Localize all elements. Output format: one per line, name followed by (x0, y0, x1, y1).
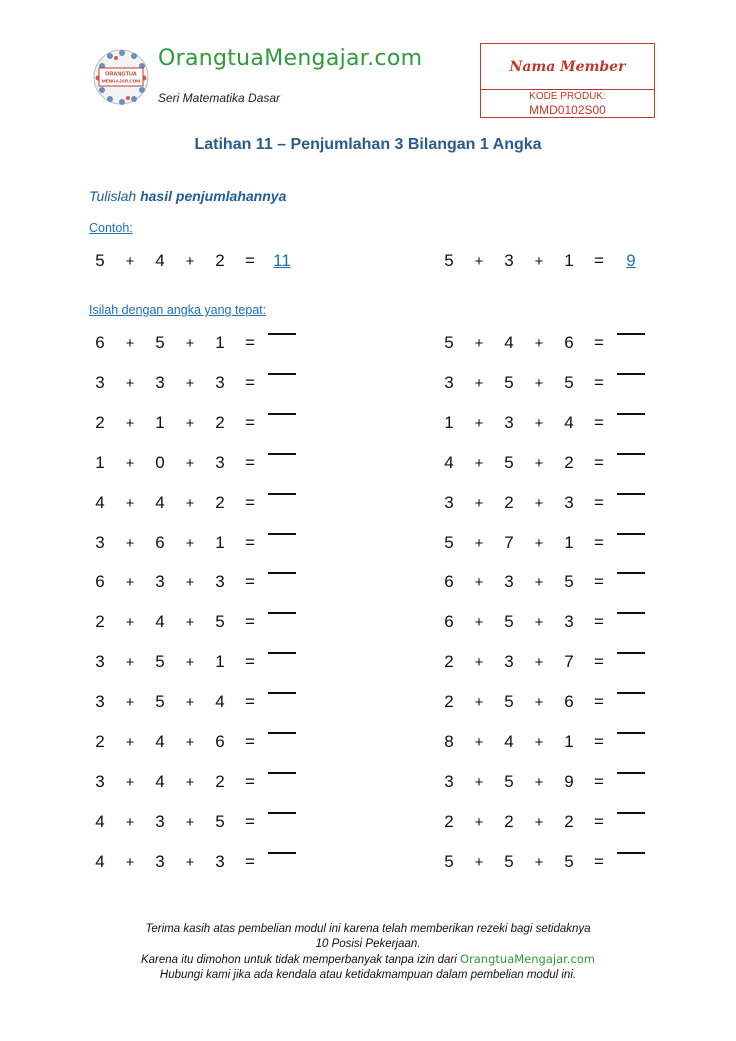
addend-2: 4 (155, 612, 165, 632)
addend-3: 6 (564, 692, 574, 712)
addend-3: 3 (215, 372, 225, 392)
addend-2: 5 (504, 851, 514, 871)
addend-2: 0 (155, 452, 165, 472)
addend-1: 4 (95, 811, 105, 831)
plus-sign: + (185, 253, 195, 270)
answer-blank[interactable] (268, 413, 296, 415)
addend-3: 9 (564, 771, 574, 791)
addend-1: 3 (444, 372, 454, 392)
addend-1: 4 (444, 452, 454, 472)
plus-sign: + (534, 374, 544, 392)
addend-3: 1 (215, 532, 225, 552)
equals-sign: = (245, 811, 255, 831)
answer-blank[interactable] (617, 572, 645, 574)
plus-sign: + (185, 454, 195, 472)
answer-blank[interactable] (617, 812, 645, 814)
addend-2: 5 (504, 372, 514, 392)
plus-sign: + (125, 335, 135, 352)
answer-blank[interactable] (617, 493, 645, 495)
plus-sign: + (125, 374, 135, 392)
addend-3: 4 (564, 412, 574, 432)
equals-sign: = (245, 732, 255, 751)
plus-sign: + (474, 734, 484, 751)
plus-sign: + (185, 574, 195, 592)
plus-sign: + (474, 335, 484, 352)
equals-sign: = (594, 251, 604, 270)
addend-3: 2 (215, 412, 225, 432)
plus-sign: + (534, 853, 544, 871)
equals-sign: = (594, 372, 604, 392)
addend-3: 2 (215, 771, 225, 791)
equals-sign: = (245, 333, 255, 352)
answer-blank[interactable] (617, 333, 645, 335)
addend-3: 5 (564, 372, 574, 392)
addend-3: 4 (215, 692, 225, 712)
addend-3: 1 (215, 652, 225, 672)
plus-sign: + (474, 494, 484, 512)
equals-sign: = (594, 412, 604, 432)
addend-2: 4 (504, 732, 514, 751)
plus-sign: + (125, 734, 135, 751)
addend-2: 3 (155, 851, 165, 871)
answer-blank[interactable] (268, 453, 296, 455)
addend-3: 1 (564, 732, 574, 751)
plus-sign: + (534, 253, 544, 270)
addend-2: 4 (155, 251, 165, 270)
answer-blank[interactable] (617, 772, 645, 774)
addend-2: 2 (504, 492, 514, 512)
equals-sign: = (245, 452, 255, 472)
equals-sign: = (594, 771, 604, 791)
addend-2: 5 (504, 692, 514, 712)
addend-2: 4 (155, 492, 165, 512)
plus-sign: + (185, 813, 195, 831)
equals-sign: = (245, 612, 255, 632)
plus-sign: + (185, 374, 195, 392)
addend-2: 4 (504, 333, 514, 352)
example-answer: 9 (626, 251, 636, 270)
addend-1: 5 (444, 333, 454, 352)
answer-blank[interactable] (617, 852, 645, 854)
addend-2: 5 (504, 771, 514, 791)
equals-sign: = (594, 492, 604, 512)
plus-sign: + (125, 574, 135, 592)
addend-1: 3 (95, 652, 105, 672)
footer-brand: OrangtuaMengajar.com (459, 952, 596, 966)
addend-2: 3 (504, 572, 514, 592)
plus-sign: + (185, 414, 195, 432)
equals-sign: = (594, 572, 604, 592)
addend-2: 4 (155, 771, 165, 791)
footer-line-2: 10 Posisi Pekerjaan. (315, 938, 421, 950)
addend-1: 3 (95, 532, 105, 552)
equals-sign: = (594, 452, 604, 472)
addend-3: 2 (215, 251, 225, 270)
member-name-label: Nama Member (481, 44, 654, 90)
equals-sign: = (594, 652, 604, 672)
addend-1: 3 (95, 771, 105, 791)
site-name: OrangtuaMengajar.com (158, 46, 423, 71)
answer-blank[interactable] (268, 493, 296, 495)
logo-text-2: MENGAJAR.COM (101, 78, 141, 84)
addend-3: 6 (564, 333, 574, 352)
equals-sign: = (594, 692, 604, 712)
answer-blank[interactable] (268, 692, 296, 694)
footer (0, 922, 736, 983)
equals-sign: = (245, 372, 255, 392)
addend-3: 5 (215, 811, 225, 831)
equals-sign: = (594, 732, 604, 751)
addend-1: 5 (95, 251, 105, 270)
plus-sign: + (534, 534, 544, 552)
plus-sign: + (125, 694, 135, 712)
footer-line-3-text: Karena itu dimohon untuk tidak memperbanyak tanpa izin dari (140, 954, 460, 966)
logo-text-1: ORANGTUA (105, 71, 137, 78)
plus-sign: + (474, 614, 484, 632)
answer-blank[interactable] (617, 453, 645, 455)
answer-blank[interactable] (268, 533, 296, 535)
addend-1: 1 (95, 452, 105, 472)
addend-3: 6 (215, 732, 225, 751)
equals-sign: = (594, 811, 604, 831)
addend-1: 6 (444, 572, 454, 592)
plus-sign: + (185, 853, 195, 871)
addend-1: 5 (444, 851, 454, 871)
addend-1: 3 (95, 692, 105, 712)
plus-sign: + (185, 773, 195, 791)
plus-sign: + (534, 335, 544, 352)
equals-sign: = (245, 771, 255, 791)
plus-sign: + (125, 813, 135, 831)
example-label: Contoh: (89, 221, 133, 235)
addend-2: 4 (155, 732, 165, 751)
answer-blank[interactable] (268, 612, 296, 614)
addend-3: 3 (564, 492, 574, 512)
addend-2: 3 (504, 412, 514, 432)
instruction (89, 188, 286, 204)
addend-3: 1 (215, 333, 225, 352)
series-subtitle: Seri Matematika Dasar (158, 91, 281, 105)
addend-1: 3 (444, 771, 454, 791)
equals-sign: = (245, 532, 255, 552)
plus-sign: + (474, 813, 484, 831)
plus-sign: + (185, 335, 195, 352)
equals-sign: = (245, 692, 255, 712)
addend-3: 5 (215, 612, 225, 632)
addend-3: 3 (215, 851, 225, 871)
footer-line-1: Terima kasih atas pembelian modul ini karena telah memberikan rezeki bagi setidaknya (145, 923, 591, 935)
plus-sign: + (534, 734, 544, 751)
addend-3: 3 (215, 572, 225, 592)
addend-1: 6 (95, 333, 105, 352)
addend-2: 6 (155, 532, 165, 552)
addend-1: 2 (444, 811, 454, 831)
plus-sign: + (474, 694, 484, 712)
plus-sign: + (125, 534, 135, 552)
addend-3: 7 (564, 652, 574, 672)
addend-3: 5 (564, 572, 574, 592)
equals-sign: = (594, 333, 604, 352)
answer-blank[interactable] (268, 852, 296, 854)
plus-sign: + (185, 734, 195, 751)
plus-sign: + (534, 414, 544, 432)
addend-1: 4 (95, 492, 105, 512)
plus-sign: + (534, 494, 544, 512)
equals-sign: = (594, 532, 604, 552)
exercise-label: Isilah dengan angka yang tepat: (89, 303, 267, 317)
product-code-label: KODE PRODUK: (529, 91, 606, 102)
plus-sign: + (125, 654, 135, 672)
answer-blank[interactable] (268, 572, 296, 574)
footer-line-4: Hubungi kami jika ada kendala atau ketidakmampuan dalam pembelian modul ini. (159, 969, 577, 981)
plus-sign: + (534, 574, 544, 592)
addend-1: 3 (444, 492, 454, 512)
plus-sign: + (185, 494, 195, 512)
answer-blank[interactable] (268, 732, 296, 734)
addend-3: 2 (215, 492, 225, 512)
addend-2: 1 (155, 412, 165, 432)
addend-1: 2 (444, 652, 454, 672)
addend-1: 6 (95, 572, 105, 592)
addend-2: 3 (504, 652, 514, 672)
addend-2: 3 (155, 572, 165, 592)
plus-sign: + (185, 534, 195, 552)
addend-2: 2 (504, 811, 514, 831)
answer-blank[interactable] (617, 413, 645, 415)
plus-sign: + (125, 414, 135, 432)
addend-2: 3 (155, 811, 165, 831)
answer-blank[interactable] (617, 533, 645, 535)
addend-2: 5 (155, 692, 165, 712)
addend-3: 3 (215, 452, 225, 472)
plus-sign: + (534, 454, 544, 472)
plus-sign: + (125, 494, 135, 512)
plus-sign: + (125, 454, 135, 472)
footer-line-3 (0, 952, 736, 968)
addend-2: 7 (504, 532, 514, 552)
answer-blank[interactable] (617, 652, 645, 654)
addend-1: 1 (444, 412, 454, 432)
addend-3: 2 (564, 452, 574, 472)
addend-3: 2 (564, 811, 574, 831)
plus-sign: + (534, 614, 544, 632)
answer-blank[interactable] (268, 812, 296, 814)
plus-sign: + (125, 773, 135, 791)
addend-1: 6 (444, 612, 454, 632)
answer-blank[interactable] (268, 652, 296, 654)
addend-3: 3 (564, 612, 574, 632)
equals-sign: = (594, 612, 604, 632)
answer-blank[interactable] (617, 732, 645, 734)
member-box (480, 43, 655, 118)
plus-sign: + (474, 454, 484, 472)
answer-blank[interactable] (268, 333, 296, 335)
plus-sign: + (125, 253, 135, 270)
plus-sign: + (534, 813, 544, 831)
plus-sign: + (534, 694, 544, 712)
plus-sign: + (474, 574, 484, 592)
plus-sign: + (474, 414, 484, 432)
equals-sign: = (245, 251, 255, 270)
plus-sign: + (125, 614, 135, 632)
plus-sign: + (185, 654, 195, 672)
answer-blank[interactable] (617, 373, 645, 375)
addend-1: 2 (95, 612, 105, 632)
addend-1: 8 (444, 732, 454, 751)
plus-sign: + (534, 773, 544, 791)
addend-1: 4 (95, 851, 105, 871)
addend-1: 3 (95, 372, 105, 392)
addend-3: 1 (564, 532, 574, 552)
product-code: MMD0102S00 (529, 103, 606, 117)
addend-2: 3 (504, 251, 514, 270)
site-logo (92, 48, 150, 106)
equals-sign: = (245, 412, 255, 432)
equals-sign: = (245, 652, 255, 672)
answer-blank[interactable] (617, 692, 645, 694)
answer-blank[interactable] (268, 373, 296, 375)
equals-sign: = (245, 492, 255, 512)
addend-2: 5 (504, 612, 514, 632)
answer-blank[interactable] (617, 612, 645, 614)
instruction-plain: Tulislah (89, 188, 141, 204)
answer-blank[interactable] (268, 772, 296, 774)
plus-sign: + (185, 694, 195, 712)
addend-2: 5 (504, 452, 514, 472)
addend-3: 5 (564, 851, 574, 871)
equals-sign: = (245, 572, 255, 592)
plus-sign: + (185, 614, 195, 632)
addend-1: 5 (444, 251, 454, 270)
plus-sign: + (125, 853, 135, 871)
plus-sign: + (474, 253, 484, 270)
plus-sign: + (534, 654, 544, 672)
addend-1: 2 (444, 692, 454, 712)
example-answer: 11 (273, 251, 291, 270)
equals-sign: = (245, 851, 255, 871)
instruction-bold: hasil penjumlahannya (140, 188, 287, 204)
plus-sign: + (474, 654, 484, 672)
addend-2: 5 (155, 333, 165, 352)
addend-2: 3 (155, 372, 165, 392)
equals-sign: = (594, 851, 604, 871)
plus-sign: + (474, 374, 484, 392)
worksheet-title: Latihan 11 – Penjumlahan 3 Bilangan 1 Angka (194, 136, 542, 153)
plus-sign: + (474, 773, 484, 791)
addend-1: 5 (444, 532, 454, 552)
addend-3: 1 (564, 251, 574, 270)
addend-2: 5 (155, 652, 165, 672)
plus-sign: + (474, 534, 484, 552)
addend-1: 2 (95, 732, 105, 751)
addend-1: 2 (95, 412, 105, 432)
plus-sign: + (474, 853, 484, 871)
